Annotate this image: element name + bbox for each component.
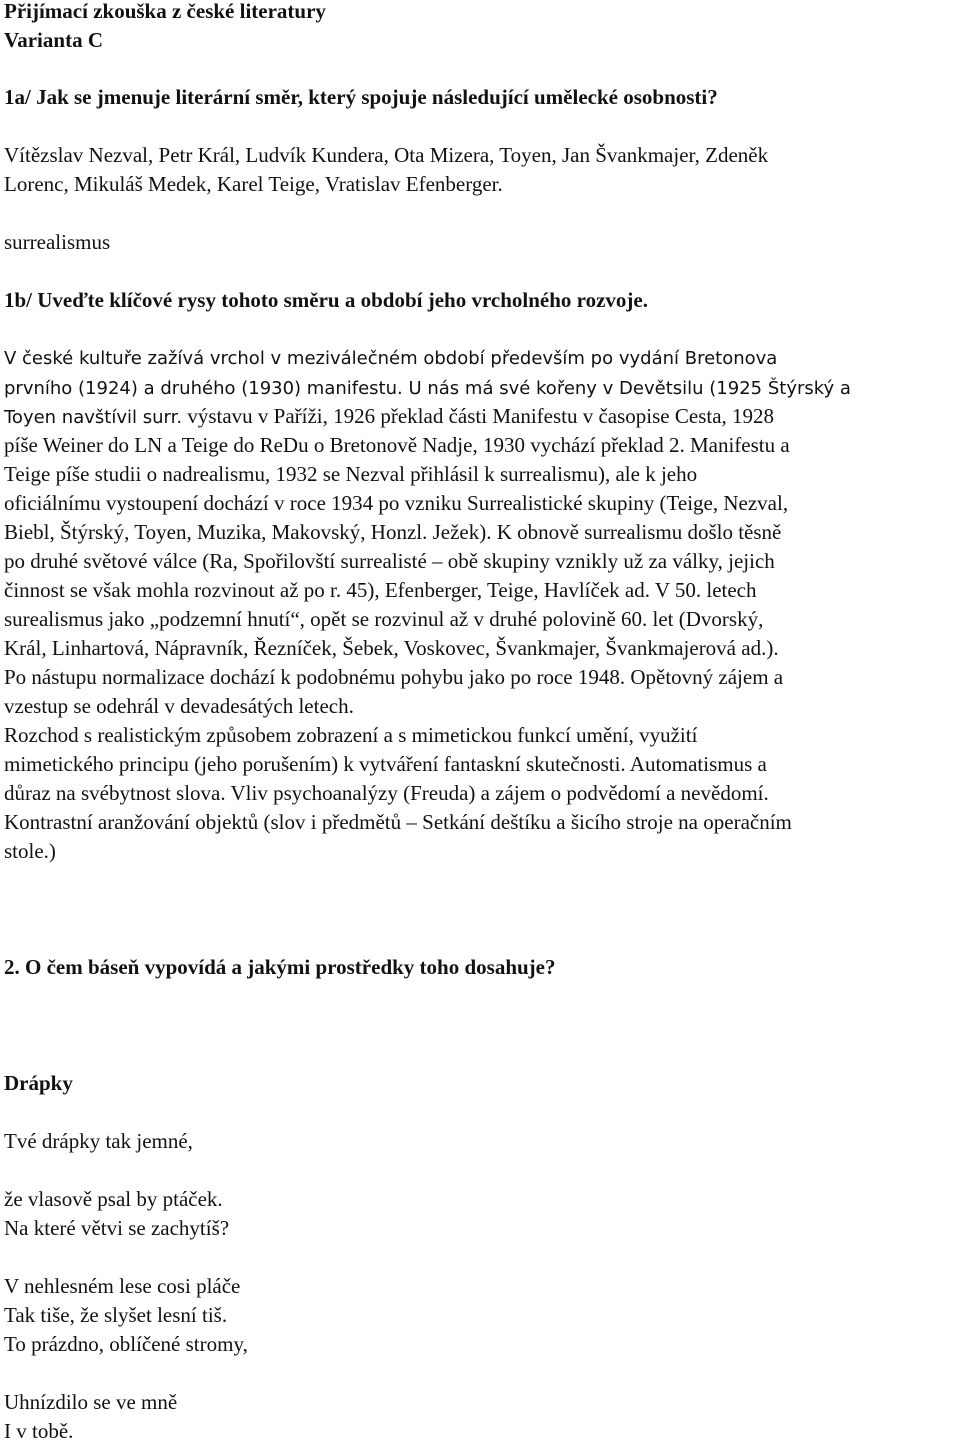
answer-line: vzestup se odehrál v devadesátých letech.	[4, 694, 354, 718]
answer-line: Teige píše studii o nadrealismu, 1932 se Nezval přihlásil k surrealismu), ale k jeho	[4, 462, 698, 486]
answer-line: mimetického principu (jeho porušením) k vytváření fantaskní skutečnosti. Automatismus a	[4, 752, 767, 776]
answer-line: Rozchod s realistickým způsobem zobrazení a s mimetickou funkcí umění, využití	[4, 723, 698, 747]
answer-line: oficiálnímu vystoupení dochází v roce 1934 po vzniku Surrealistické skupiny (Teige, Nezval,	[4, 491, 789, 515]
answer-line	[4, 373, 851, 402]
answer-line	[4, 402, 774, 431]
answer-line: V české kultuře zažívá vrchol v meziválečném období především po vydání Bretonova	[4, 348, 778, 369]
answer-line: činnost se však mohla rozvinout až po r. 45), Efenberger, Teige, Havlíček ad. V 50. letech	[4, 578, 757, 602]
exam-variant: Varianta C	[4, 28, 103, 52]
answer-line: surealismus jako „podzemní hnutí“, opět se rozvinul až v druhé polovině 60. let (Dvorský,	[4, 607, 764, 631]
answer-fragment: výstavu v Paříži, 1926 překlad části Manifestu v časopise Cesta, 1928	[182, 404, 775, 428]
poem-verse: V nehlesném lese cosi pláče	[4, 1274, 241, 1298]
answer-fragment: Toyen navštívil surr.	[4, 407, 183, 428]
poem-verse: že vlasově psal by ptáček.	[4, 1187, 223, 1211]
poem-verse: To prázdno, oblíčené stromy,	[4, 1332, 248, 1356]
answer-fragment: prvního (1924) a druhého (1930) manifestu.	[4, 378, 403, 399]
answer-line: píše Weiner do LN a Teige do ReDu o Bretonově Nadje, 1930 vychází překlad 2. Manifestu a	[4, 433, 790, 457]
poem-verse: Tvé drápky tak jemné,	[4, 1129, 193, 1153]
answer-line: Po nástupu normalizace dochází k podobnému pohybu jako po roce 1948. Opětovný zájem a	[4, 665, 784, 689]
question-2: 2. O čem báseň vypovídá a jakými prostředky toho dosahuje?	[4, 955, 556, 979]
answer-line: důraz na svébytnost slova. Vliv psychoanalýzy (Freuda) a zájem o podvědomí a nevědomí.	[4, 781, 769, 805]
answer-fragment: U nás má své kořeny v Devětsilu (1925 Štýrský a	[402, 378, 851, 399]
answer-line: Král, Linhartová, Nápravník, Řezníček, Šebek, Voskovec, Švankmajer, Švankmajerová ad.).	[4, 636, 779, 660]
poem-title: Drápky	[4, 1071, 73, 1095]
question-1a: 1a/ Jak se jmenuje literární směr, který spojuje následující umělecké osobnosti?	[4, 85, 718, 109]
exam-title: Přijímací zkouška z české literatury	[4, 0, 326, 23]
answer-line: Biebl, Štýrský, Toyen, Muzika, Makovský, Honzl. Ježek). K obnově surrealismu došlo těsně	[4, 520, 782, 544]
poem-verse: I v tobě.	[4, 1419, 74, 1443]
question-1b: 1b/ Uveďte klíčové rysy tohoto směru a období jeho vrcholného rozvoje.	[4, 288, 648, 312]
answer-line: po druhé světové válce (Ra, Spořilovští surrealisté – obě skupiny vznikly už za války, jejich	[4, 549, 775, 573]
answer-line: Kontrastní aranžování objektů (slov i předmětů – Setkání deštíku a šicího stroje na operačním	[4, 810, 792, 834]
names-line: Lorenc, Mikuláš Medek, Karel Teige, Vratislav Efenberger.	[4, 172, 503, 196]
answer-1a: surrealismus	[4, 230, 111, 254]
poem-verse: Tak tiše, že slyšet lesní tiš.	[4, 1303, 228, 1327]
poem-verse: Na které větvi se zachytíš?	[4, 1216, 230, 1240]
poem-verse: Uhnízdilo se ve mně	[4, 1390, 178, 1414]
answer-line: stole.)	[4, 839, 56, 863]
names-line: Vítězslav Nezval, Petr Král, Ludvík Kundera, Ota Mizera, Toyen, Jan Švankmajer, Zdeněk	[4, 143, 769, 167]
